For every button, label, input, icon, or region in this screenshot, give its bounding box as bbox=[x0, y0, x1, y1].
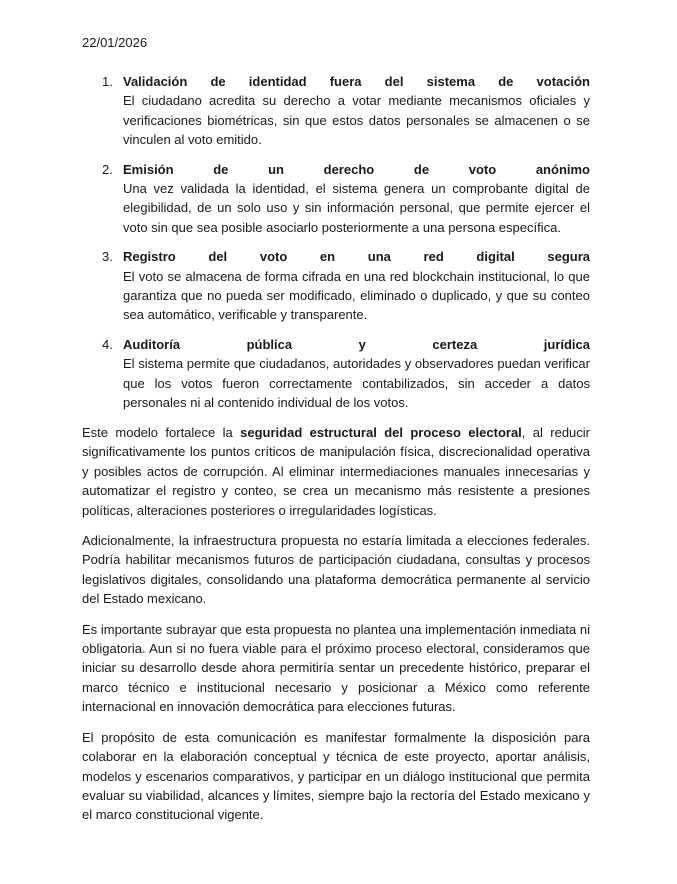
list-item-body: Una vez validada la identidad, el sistema genera un comprobante digital de elegibilidad, de un solo uso y sin información personal, que permite ejercer el voto sin que sea posible asociarlo posteriormente a una persona específica. bbox=[123, 181, 590, 235]
list-item-title: Validación de identidad fuera del sistema de votación bbox=[123, 74, 590, 89]
document-date: 22/01/2026 bbox=[82, 35, 148, 50]
paragraph-model-strength bbox=[82, 423, 590, 520]
list-item-number: 2. bbox=[102, 161, 113, 177]
list-item-title: Auditoría pública y certeza jurídica bbox=[123, 336, 590, 352]
body-paragraphs bbox=[82, 423, 590, 836]
paragraph-text: Este modelo fortalece la bbox=[82, 425, 241, 440]
paragraph-emphasis: seguridad estructural del proceso electoral bbox=[240, 425, 522, 440]
list-item-body: El voto se almacena de forma cifrada en una red blockchain institucional, lo que garantiza que no pueda ser modificado, eliminado o duplicado, y que su conteo sea automático, verificable y transparente. bbox=[123, 268, 590, 323]
paragraph-text: , al reducir significativamente los puntos críticos de manipulación física, discrecionalidad operativa y posibles actos de corrupción. Al eliminar intermediaciones manuales innecesarias y automatizar el registro y conteo, se crea un mecanismo más resistente a presiones políticas, alteraciones posteriores o irregularidades logísticas. bbox=[82, 425, 590, 518]
list-item-body: El sistema permite que ciudadanos, autoridades y observadores puedan verificar que los votos fueron correctamente contabilizados, sin acceder a datos personales ni al contenido individual de los votos. bbox=[123, 356, 590, 411]
list-item-number: 3. bbox=[102, 249, 113, 265]
list-item-number: 1. bbox=[102, 74, 113, 89]
list-item-title: Emisión de un derecho de voto anónimo bbox=[123, 161, 590, 177]
paragraph-purpose: El propósito de esta comunicación es manifestar formalmente la disposición para colaborar en la elaboración conceptual y técnica de este proyecto, aportar análisis, modelos y escenarios comparativos, y participar en un diálogo institucional que permita evaluar su viabilidad, alcances y límites, siempre bajo la rectoría del Estado mexicano y el marco constitucional vigente. bbox=[82, 729, 590, 823]
paragraph-implementation: Es importante subrayar que esta propuesta no plantea una implementación inmediata ni obligatoria. Aun si no fuera viable para el próximo proceso electoral, consideramos que iniciar su desarrollo desde ahora permitiría sentar un precedente histórico, preparar el marco técnico e institucional necesario y posicionar a México como referente internacional en innovación democrática para elecciones futuras. bbox=[82, 621, 590, 715]
list-item-title: Registro del voto en una red digital segura bbox=[123, 249, 590, 265]
list-item-number: 4. bbox=[102, 336, 113, 352]
list-item-body: El ciudadano acredita su derecho a votar mediante mecanismos oficiales y verificaciones biométricas, sin que estos datos personales se almacenen o se vinculen al voto emitido. bbox=[123, 93, 590, 148]
paragraph-infrastructure: Adicionalmente, la infraestructura propuesta no estaría limitada a elecciones federales. Podría habilitar mecanismos futuros de participación ciudadana, consultas y procesos legislativos digitales, consolidando una plataforma democrática permanente al servicio del Estado mexicano. bbox=[82, 533, 590, 607]
list-item bbox=[82, 335, 590, 413]
proposal-steps-list bbox=[82, 72, 590, 423]
list-item bbox=[82, 247, 590, 325]
list-item bbox=[82, 72, 590, 150]
list-item bbox=[82, 160, 590, 238]
